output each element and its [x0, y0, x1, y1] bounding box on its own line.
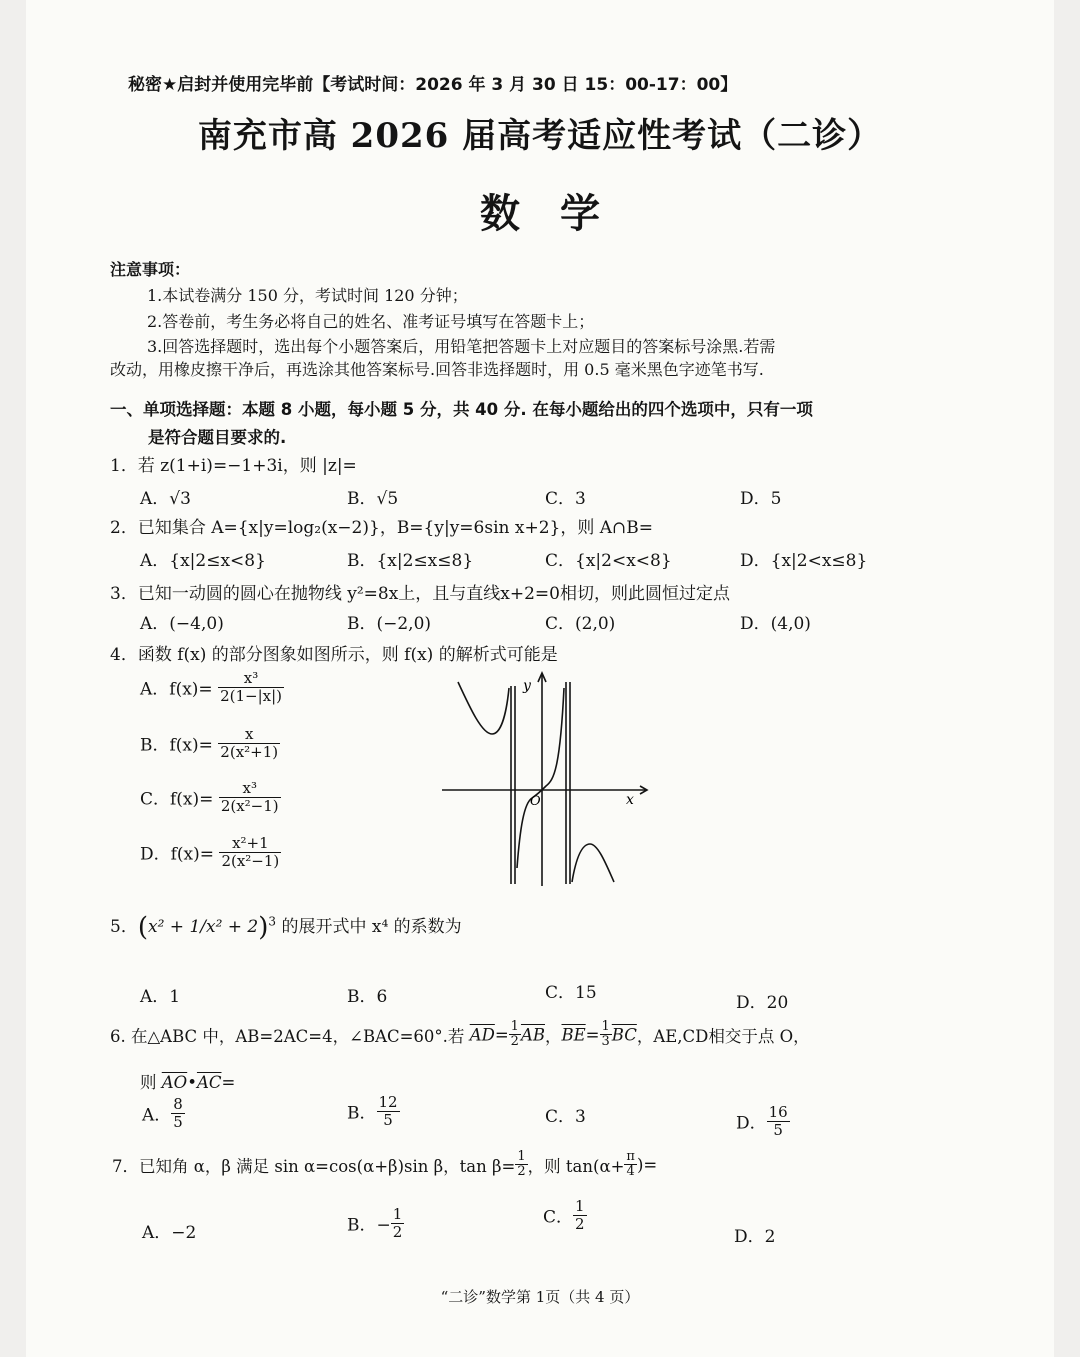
q7-stem-mid: ，则 tan(α+ [527, 1156, 625, 1176]
q6-vector-be: $\overline{BE}$ [561, 1025, 586, 1045]
q5-option-c: C．15 [545, 983, 597, 1003]
q4-option-b-label: B．f(x)= [140, 735, 213, 756]
graph-x-label: x [626, 792, 634, 808]
q6-frac-1 [509, 1020, 521, 1050]
q5-stem-text: 的展开式中 x⁴ 的系数为 [281, 917, 462, 937]
q2-option-b: B．{x|2≤x≤8} [347, 551, 474, 571]
q7-frac-tan [515, 1150, 527, 1180]
q7-option-c-label: C． [543, 1207, 574, 1228]
q4-option-b-fraction [218, 726, 280, 760]
q5-exponent: 3 [268, 914, 277, 929]
q4-a-numerator: x³ [218, 670, 284, 688]
q7-stem-end: )= [636, 1155, 658, 1175]
note-1: 1.本试卷满分 150 分，考试时间 120 分钟； [147, 286, 468, 305]
q5-option-d: D．20 [736, 993, 789, 1013]
q4-option-c-label: C．f(x)= [140, 789, 214, 810]
q6-dot: • [187, 1073, 197, 1092]
question-3: 3．已知一动圆的圆心在抛物线 y²=8x上，且与直线x+2=0相切，则此圆恒过定点 [110, 584, 730, 604]
q5-paren-close: ) [258, 912, 269, 943]
q4-option-c-fraction [219, 780, 281, 814]
q6-b-num: 12 [378, 1093, 398, 1111]
q6-frac-2 [600, 1020, 612, 1050]
q5-option-a: A．1 [140, 987, 181, 1007]
q7-option-a: A．−2 [142, 1223, 197, 1243]
q6-sep: ， [545, 1026, 562, 1046]
q2-option-c: C．{x|2<x<8} [545, 551, 672, 571]
q6-d-num: 16 [768, 1103, 788, 1121]
q7-c-den: 2 [575, 1214, 585, 1233]
q4-d-denominator: 2(x²−1) [221, 851, 280, 870]
q7-frac-pi [624, 1150, 637, 1180]
subject-title: 数学 [480, 190, 640, 237]
q1-option-b: B．√5 [347, 489, 399, 509]
q6-option-d-label: D． [736, 1113, 767, 1134]
q6-option-d [736, 1104, 790, 1138]
q6-frac-2-den: 3 [601, 1034, 610, 1050]
q4-option-c [140, 780, 281, 814]
q5-base: x² + 1/x² + 2 [147, 917, 259, 937]
q5-paren-open: ( [137, 912, 148, 943]
curve-left-branch [458, 682, 509, 734]
notes-heading: 注意事项： [110, 260, 191, 279]
q2-option-d: D．{x|2<x≤8} [740, 551, 868, 571]
exam-title: 南充市高 2026 届高考适应性考试（二诊） [197, 116, 883, 156]
q7-option-d: D．2 [734, 1227, 776, 1247]
q6-frac-1-num: 1 [510, 1019, 519, 1034]
curve-middle-branch [517, 688, 564, 868]
q6-stem2-post: = [221, 1073, 236, 1092]
q1-option-d: D．5 [740, 489, 782, 509]
q6-stem2-pre: 则 [140, 1073, 162, 1092]
q6-vector-ac: $\overline{AC}$ [196, 1073, 222, 1092]
q7-stem-start: 7．已知角 α，β 满足 sin α=cos(α+β)sin β，tan β= [112, 1156, 516, 1176]
q4-b-denominator: 2(x²+1) [220, 742, 279, 761]
q4-option-b [140, 726, 280, 760]
q6-frac-2-num: 1 [601, 1019, 610, 1034]
q7-option-b [347, 1206, 404, 1240]
q6-option-c: C．3 [545, 1107, 586, 1127]
q4-b-numerator: x [218, 726, 280, 744]
q6-a-num: 8 [173, 1095, 183, 1113]
q3-option-a: A．(−4,0) [140, 614, 224, 634]
q4-option-a-label: A．f(x)= [140, 679, 213, 700]
graph-origin-label: O [530, 794, 541, 809]
q4-c-numerator: x³ [219, 780, 281, 798]
question-2: 2．已知集合 A={x|y=log₂(x−2)}，B={y|y=6sin x+2}，则 A∩B= [110, 518, 654, 538]
q6-frac-1-den: 2 [510, 1034, 519, 1050]
page-footer: “二诊”数学第 1页（共 4 页） [440, 1288, 640, 1306]
q1-option-c: C．3 [545, 489, 586, 509]
q7-frac-num: 1 [517, 1149, 526, 1164]
q7-pi-num: π [626, 1149, 635, 1164]
q7-option-b-fraction [391, 1206, 405, 1240]
q7-b-den: 2 [392, 1222, 403, 1241]
q7-b-num: 1 [392, 1205, 403, 1223]
q3-option-c: C．(2,0) [545, 614, 616, 634]
q6-option-a-fraction [171, 1096, 185, 1130]
graph-y-label: y [523, 678, 531, 694]
q7-option-b-label: B．− [347, 1215, 391, 1236]
q2-option-a: A．{x|2≤x<8} [140, 551, 266, 571]
note-2: 2.答卷前，考生务必将自己的姓名、准考证号填写在答题卡上； [147, 312, 595, 331]
q5-option-b: B．6 [347, 987, 388, 1007]
q6-option-b-label: B． [347, 1103, 377, 1124]
question-6 [110, 1020, 810, 1050]
q4-option-d-label: D．f(x)= [140, 844, 215, 865]
q4-option-a-fraction [218, 670, 284, 704]
q5-number: 5． [110, 917, 138, 937]
q7-frac-den: 2 [517, 1164, 526, 1180]
q6-a-den: 5 [173, 1112, 183, 1131]
question-7 [112, 1150, 657, 1180]
q6-vector-ab: $\overline{AB}$ [520, 1025, 545, 1045]
question-1: 1．若 z(1+i)=−1+3i，则 |z|= [110, 456, 357, 476]
q6-vector-ao: $\overline{AO}$ [161, 1073, 188, 1092]
q1-option-a: A．√3 [140, 489, 191, 509]
q4-c-denominator: 2(x²−1) [220, 796, 279, 815]
q6-vector-ad: $\overline{AD}$ [469, 1025, 495, 1045]
q4-option-a [140, 670, 284, 704]
note-3: 3.回答选择题时，选出每个小题答案后，用铅笔把答题卡上对应题目的答案标号涂黑.若需 [147, 337, 776, 356]
q6-option-b [347, 1094, 400, 1128]
curve-right-branch [572, 844, 614, 882]
section-heading-cont: 是符合题目要求的. [148, 428, 287, 447]
q6-eq2: = [585, 1025, 600, 1045]
q4-option-d-fraction [219, 835, 281, 869]
q7-option-c-fraction [573, 1198, 587, 1232]
q6-d-den: 5 [773, 1120, 783, 1139]
q3-option-b: B．(−2,0) [347, 614, 432, 634]
q7-c-num: 1 [575, 1197, 585, 1215]
q4-option-d [140, 835, 281, 869]
q3-option-d: D．(4,0) [740, 614, 811, 634]
question-6-cont [140, 1069, 235, 1093]
q7-pi-den: 4 [626, 1164, 635, 1180]
q7-option-c [543, 1198, 587, 1232]
q6-option-b-fraction [377, 1094, 400, 1128]
q6-vector-bc: $\overline{BC}$ [611, 1025, 637, 1045]
q4-a-denominator: 2(1−|x|) [220, 686, 283, 705]
q4-function-graph [436, 668, 656, 890]
q6-option-a [142, 1096, 185, 1130]
section-heading: 一、单项选择题：本题 8 小题，每小题 5 分，共 40 分. 在每小题给出的四个选项中，只有一项 [110, 400, 813, 419]
q6-stem-end: ，AE,CD相交于点 O， [636, 1026, 810, 1046]
q6-option-a-label: A． [142, 1105, 172, 1126]
q6-eq1: = [494, 1025, 509, 1045]
q6-b-den: 5 [383, 1110, 393, 1129]
q6-option-d-fraction [767, 1104, 790, 1138]
question-4: 4．函数 f(x) 的部分图象如图所示，则 f(x) 的解析式可能是 [110, 645, 558, 665]
note-3-cont: 改动，用橡皮擦干净后，再选涂其他答案标号.回答非选择题时，用 0.5 毫米黑色字迹笔书写. [110, 360, 764, 379]
q4-d-numerator: x²+1 [219, 835, 281, 853]
question-5 [110, 912, 462, 943]
q6-stem-start: 6. 在△ABC 中，AB=2AC=4，∠BAC=60°.若 [110, 1026, 470, 1046]
confidential-notice: 秘密★启封并使用完毕前【考试时间：2026 年 3 月 30 日 15：00-17：00】 [128, 75, 738, 95]
